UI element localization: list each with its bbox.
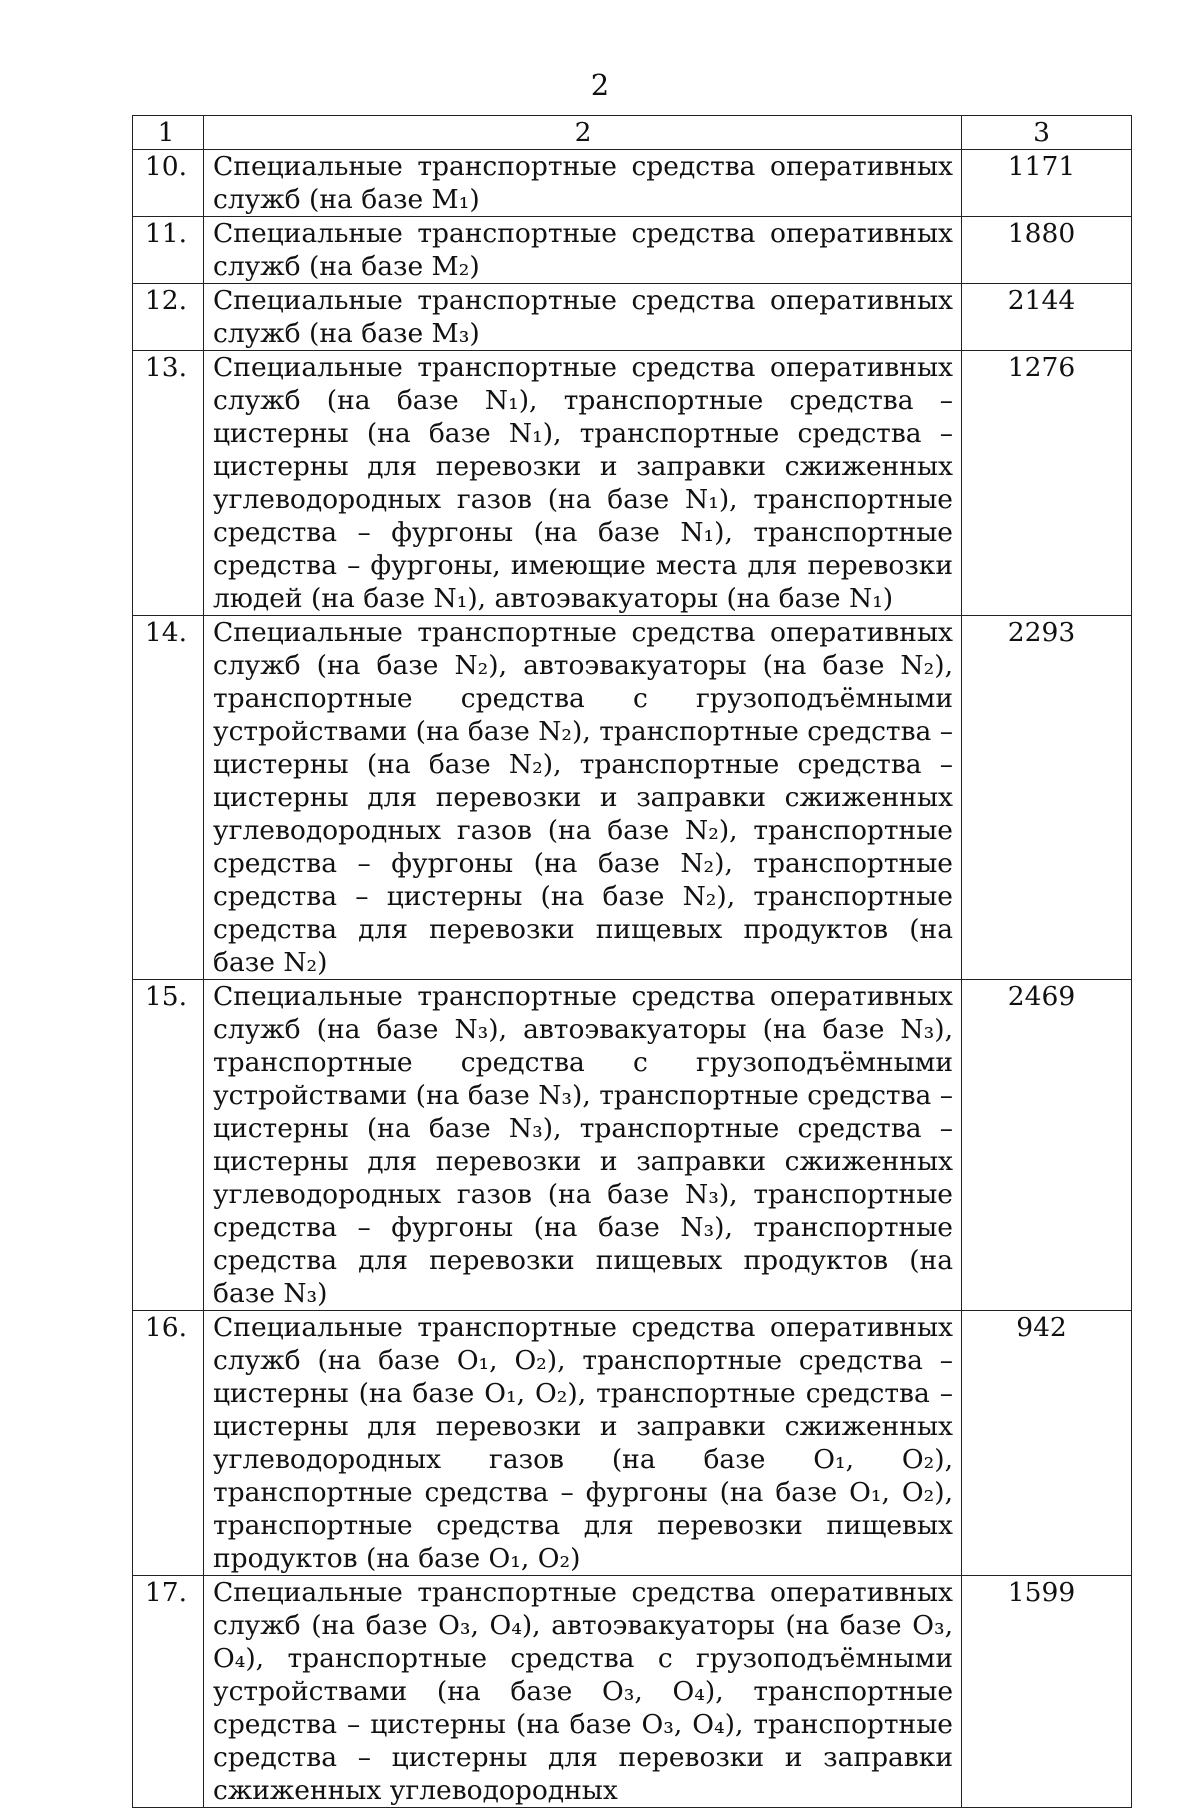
row-description: Специальные транспортные средства оперативных служб (на базе O₃, O₄), автоэвакуаторы (на базе O₃, O₄), транспортные средства с грузоподъёмными устройствами (на базе O₃, O₄), транспортные средства – цистерны (на базе O₃, O₄), транспортные средства – цистерны для перевозки и заправки сжиженных углеводородных: [204, 1576, 962, 1808]
row-description: Специальные транспортные средства оперативных служб (на базе M₁): [204, 150, 962, 217]
row-description: Специальные транспортные средства оперативных служб (на базе N₃), автоэвакуаторы (на базе N₃), транспортные средства с грузоподъёмными устройствами (на базе N₃), транспортные средства – цистерны (на базе N₃), транспортные средства – цистерны для перевозки и заправки сжиженных углеводородных газов (на базе N₃), транспортные средства – фургоны (на базе N₃), транспортные средства для перевозки пищевых продуктов (на базе N₃): [204, 980, 962, 1311]
table-row: [133, 1576, 1132, 1808]
row-number: 13.: [133, 351, 204, 616]
row-number: 14.: [133, 616, 204, 980]
row-value: 1171: [962, 150, 1132, 217]
row-description: Специальные транспортные средства оперативных служб (на базе N₂), автоэвакуаторы (на базе N₂), транспортные средства с грузоподъёмными устройствами (на базе N₂), транспортные средства – цистерны (на базе N₂), транспортные средства – цистерны для перевозки и заправки сжиженных углеводородных газов (на базе N₂), транспортные средства – фургоны (на базе N₂), транспортные средства – цистерны (на базе N₂), транспортные средства для перевозки пищевых продуктов (на базе N₂): [204, 616, 962, 980]
row-number: 17.: [133, 1576, 204, 1808]
row-value: 2293: [962, 616, 1132, 980]
row-number: 11.: [133, 217, 204, 284]
row-description: Специальные транспортные средства оперативных служб (на базе M₂): [204, 217, 962, 284]
table-row: [133, 616, 1132, 980]
table-row: [133, 284, 1132, 351]
row-value: 2144: [962, 284, 1132, 351]
row-value: 942: [962, 1311, 1132, 1576]
row-value: 2469: [962, 980, 1132, 1311]
row-number: 12.: [133, 284, 204, 351]
header-col-3: 3: [962, 116, 1132, 150]
row-description: Специальные транспортные средства оперативных служб (на базе O₁, O₂), транспортные средства – цистерны (на базе O₁, O₂), транспортные средства – цистерны для перевозки и заправки сжиженных углеводородных газов (на базе O₁, O₂), транспортные средства – фургоны (на базе O₁, O₂), транспортные средства для перевозки пищевых продуктов (на базе O₁, O₂): [204, 1311, 962, 1576]
header-col-2: 2: [204, 116, 962, 150]
table-row: [133, 351, 1132, 616]
row-number: 10.: [133, 150, 204, 217]
row-value: 1276: [962, 351, 1132, 616]
table-row: [133, 150, 1132, 217]
table-row: [133, 217, 1132, 284]
row-description: Специальные транспортные средства оперативных служб (на базе M₃): [204, 284, 962, 351]
row-description: Специальные транспортные средства оперативных служб (на базе N₁), транспортные средства – цистерны (на базе N₁), транспортные средства – цистерны для перевозки и заправки сжиженных углеводородных газов (на базе N₁), транспортные средства – фургоны (на базе N₁), транспортные средства – фургоны, имеющие места для перевозки людей (на базе N₁), автоэвакуаторы (на базе N₁): [204, 351, 962, 616]
row-value: 1880: [962, 217, 1132, 284]
header-col-1: 1: [133, 116, 204, 150]
table-header-row: [133, 116, 1132, 150]
row-number: 16.: [133, 1311, 204, 1576]
vehicle-table: [132, 115, 1132, 1808]
row-number: 15.: [133, 980, 204, 1311]
page-number: 2: [590, 68, 610, 102]
row-value: 1599: [962, 1576, 1132, 1808]
table-row: [133, 1311, 1132, 1576]
table-row: [133, 980, 1132, 1311]
